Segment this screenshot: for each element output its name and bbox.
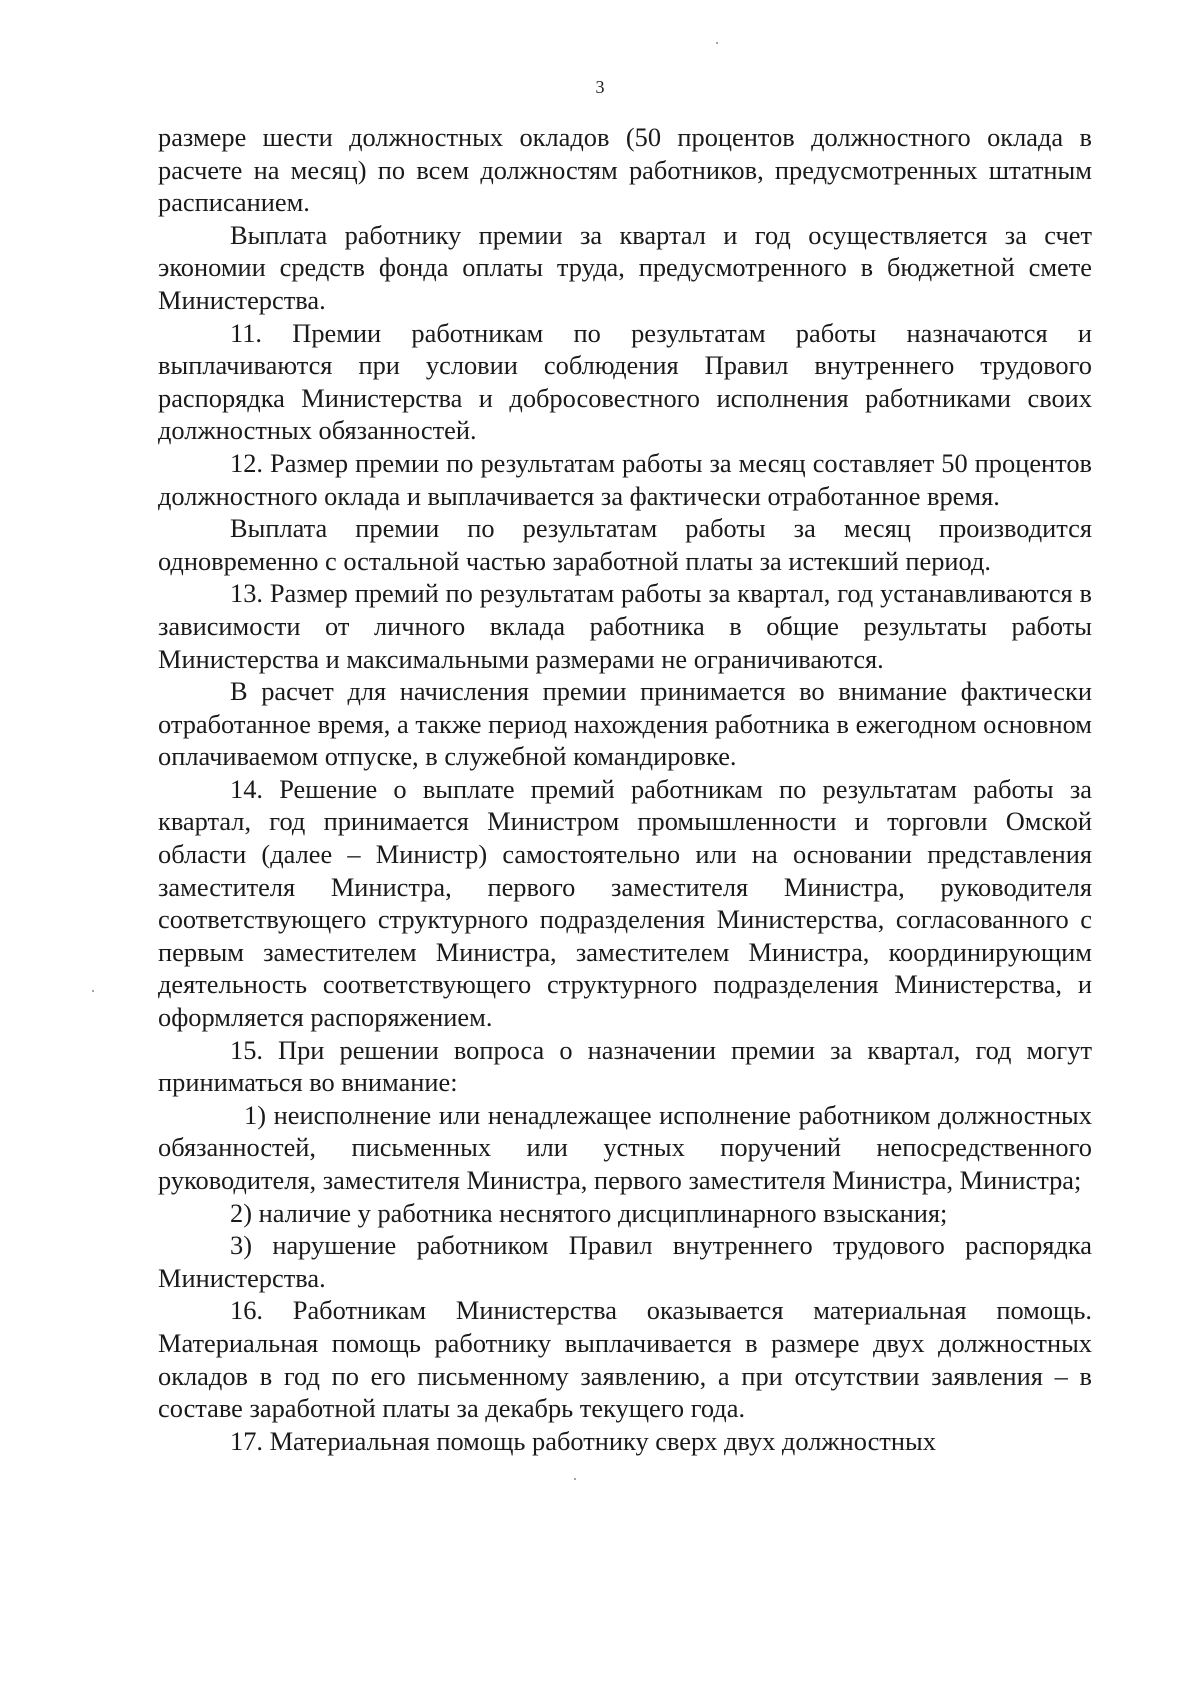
paragraph-clause-16: 16. Работникам Министерства оказывается материальная помощь. Материальная помощь работнику выплачивается в размере двух должностных окладов в год по его письменному заявлению, а при отсутствии заявления – в составе заработной платы за декабрь текущего года.	[158, 1295, 1092, 1424]
scan-speck	[92, 990, 94, 992]
list-item-2: 2) наличие у работника неснятого дисциплинарного взыскания;	[230, 1197, 948, 1228]
paragraph-clause-11: 11. Премии работникам по результатам работы назначаются и выплачиваются при условии соблюдения Правил внутреннего трудового распорядка Министерства и добросовестного исполнения работниками своих должностных обязанностей.	[158, 317, 1092, 446]
paragraph-clause-14: 14. Решение о выплате премий работникам по результатам работы за квартал, год принимается Министром промышленности и торговли Омской области (далее – Министр) самостоятельно или на основании представления заместителя Министра, первого заместителя Министра, руководителя соответствующего структурного подразделения Министерства, согласованного с первым заместителем Министра, заместителем Министра, координирующим деятельность соответствующего структурного подразделения Министерства, и оформляется распоряжением.	[158, 773, 1092, 1033]
list-item-1: 1) неисполнение или ненадлежащее исполнение работником должностных обязанностей, письменных или устных поручений непосредственного руководителя, заместителя Министра, первого заместителя Министра, Министра;	[158, 1099, 1092, 1195]
page-number: 3	[595, 77, 605, 97]
paragraph-bonus-calculation: В расчет для начисления премии принимается во внимание фактически отработанное время, а также период нахождения работника в ежегодном основном оплачиваемом отпуске, в служебной командировке.	[158, 676, 1092, 772]
list-item-3: 3) нарушение работником Правил внутреннего трудового распорядка Министерства.	[158, 1230, 1092, 1293]
paragraph-quarterly-bonus-funding: Выплата работнику премии за квартал и год осуществляется за счет экономии средств фонда оплаты труда, предусмотренного в бюджетной смете Министерства.	[158, 219, 1092, 315]
document-body	[158, 121, 1092, 1457]
scan-speck	[716, 42, 718, 44]
paragraph-clause-12: 12. Размер премии по результатам работы за месяц составляет 50 процентов должностного оклада и выплачивается за фактически отработанное время.	[158, 447, 1092, 511]
paragraph-monthly-bonus-payment: Выплата премии по результатам работы за месяц производится одновременно с остальной частью заработной платы за истекший период.	[158, 513, 1092, 576]
paragraph-clause-17: 17. Материальная помощь работнику сверх двух должностных	[230, 1425, 936, 1456]
paragraph-clause-13: 13. Размер премий по результатам работы за квартал, год устанавливаются в зависимости от личного вклада работника в общие результаты работы Министерства и максимальными размерами не ограничиваются.	[158, 578, 1092, 674]
paragraph-clause-15: 15. При решении вопроса о назначении премии за квартал, год могут приниматься во внимание:	[158, 1034, 1092, 1098]
paragraph-continuation: размере шести должностных окладов (50 процентов должностного оклада в расчете на месяц) по всем должностям работников, предусмотренных штатным расписанием.	[158, 122, 1092, 218]
scan-speck	[574, 1478, 576, 1480]
